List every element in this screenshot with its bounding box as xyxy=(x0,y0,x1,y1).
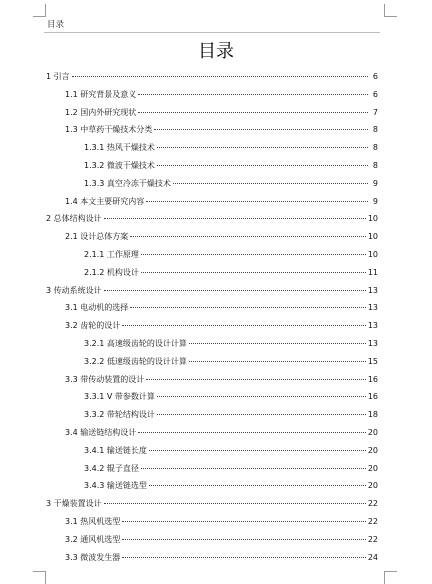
table-of-contents xyxy=(46,68,378,566)
toc-entry-title: 1.1 研究背景及意义 xyxy=(65,89,137,99)
toc-dot-leader xyxy=(189,343,366,344)
toc-page-number: 8 xyxy=(372,160,378,170)
toc-entry-title: 1.3.1 热风干燥技术 xyxy=(84,143,155,153)
toc-entry-title: 3.1 热风机选型 xyxy=(65,516,121,526)
page-corner-mark-top-right xyxy=(384,4,397,17)
toc-entry[interactable] xyxy=(46,246,378,264)
toc-page-number: 13 xyxy=(367,285,378,295)
toc-entry-title: 3 传动系统设计 xyxy=(46,285,102,295)
toc-entry-title: 3.4.1 输送链长度 xyxy=(84,445,147,455)
toc-page-number: 8 xyxy=(372,125,378,135)
toc-entry[interactable] xyxy=(46,299,378,317)
toc-entry-title: 2.1.1 工作原理 xyxy=(84,249,139,259)
toc-entry[interactable] xyxy=(46,549,378,567)
toc-entry[interactable] xyxy=(46,86,378,104)
toc-page-number: 9 xyxy=(372,196,378,206)
toc-page-number: 16 xyxy=(367,392,378,402)
toc-entry-title: 3.2 通风机选型 xyxy=(65,534,121,544)
toc-entry[interactable] xyxy=(46,264,378,282)
toc-page-number: 20 xyxy=(367,463,378,473)
toc-dot-leader xyxy=(141,254,366,255)
toc-entry[interactable] xyxy=(46,175,378,193)
page-corner-mark-top-left xyxy=(33,4,46,17)
toc-entry-title: 1.3.2 微波干燥技术 xyxy=(84,160,155,170)
toc-entry-title: 3.3.2 带轮结构设计 xyxy=(84,410,155,420)
toc-dot-leader xyxy=(146,201,368,202)
toc-page-number: 15 xyxy=(367,356,378,366)
toc-entry-title: 3.4.3 输送链选型 xyxy=(84,481,147,491)
toc-entry[interactable] xyxy=(46,228,378,246)
toc-entry[interactable] xyxy=(46,460,378,478)
toc-dot-leader xyxy=(122,557,366,558)
toc-entry[interactable] xyxy=(46,442,378,460)
toc-entry-title: 2.1 设计总体方案 xyxy=(65,232,129,242)
page-corner-mark-bottom-left xyxy=(33,571,46,584)
toc-dot-leader xyxy=(146,379,366,380)
toc-entry[interactable] xyxy=(46,104,378,122)
toc-dot-leader xyxy=(138,432,366,433)
header-rule xyxy=(44,32,380,33)
toc-page-number: 20 xyxy=(367,445,378,455)
toc-entry[interactable] xyxy=(46,495,378,513)
toc-dot-leader xyxy=(122,325,366,326)
toc-page-number: 9 xyxy=(372,178,378,188)
toc-entry-title: 3.2 齿轮的设计 xyxy=(65,321,121,331)
toc-page-number: 8 xyxy=(372,143,378,153)
toc-dot-leader xyxy=(138,94,368,95)
page-corner-mark-bottom-right xyxy=(384,571,397,584)
toc-dot-leader xyxy=(157,147,368,148)
toc-entry-title: 1 引言 xyxy=(46,72,70,81)
toc-entry-title: 1.3 中草药干燥技术分类 xyxy=(65,125,153,135)
toc-page-number: 22 xyxy=(367,516,378,526)
toc-dot-leader xyxy=(141,468,366,469)
toc-entry[interactable] xyxy=(46,68,378,86)
toc-page-number: 10 xyxy=(367,232,378,242)
toc-page-number: 24 xyxy=(367,552,378,562)
toc-entry-title: 1.2 国内外研究现状 xyxy=(65,107,137,117)
toc-entry[interactable] xyxy=(46,388,378,406)
toc-page-number: 10 xyxy=(367,214,378,224)
toc-entry-title: 1.4 本文主要研究内容 xyxy=(65,196,145,206)
toc-entry[interactable] xyxy=(46,121,378,139)
toc-dot-leader xyxy=(141,272,366,273)
toc-entry-title: 3.2.2 低速级齿轮的设计计算 xyxy=(84,356,187,366)
toc-entry[interactable] xyxy=(46,371,378,389)
toc-dot-leader xyxy=(157,165,368,166)
toc-dot-leader xyxy=(157,414,366,415)
toc-entry[interactable] xyxy=(46,513,378,531)
toc-entry[interactable] xyxy=(46,139,378,157)
toc-page-number: 6 xyxy=(372,89,378,99)
toc-entry[interactable] xyxy=(46,424,378,442)
toc-dot-leader xyxy=(130,307,366,308)
toc-entry-title: 3.4.2 辊子直径 xyxy=(84,463,139,473)
toc-entry[interactable] xyxy=(46,477,378,495)
toc-dot-leader xyxy=(104,290,366,291)
toc-page-number: 20 xyxy=(367,427,378,437)
toc-entry-title: 3 干燥装置设计 xyxy=(46,499,102,509)
toc-page-number: 13 xyxy=(367,303,378,313)
toc-entry-title: 3.2.1 高速级齿轮的设计计算 xyxy=(84,338,187,348)
toc-entry[interactable] xyxy=(46,317,378,335)
toc-entry[interactable] xyxy=(46,531,378,549)
toc-entry[interactable] xyxy=(46,210,378,228)
toc-page-number: 18 xyxy=(367,410,378,420)
toc-page-number: 13 xyxy=(367,338,378,348)
toc-dot-leader xyxy=(130,236,366,237)
toc-dot-leader xyxy=(154,129,368,130)
toc-dot-leader xyxy=(72,76,368,77)
toc-dot-leader xyxy=(173,183,368,184)
toc-entry[interactable] xyxy=(46,157,378,175)
toc-dot-leader xyxy=(149,485,366,486)
toc-entry-title: 3.4 输送链结构设计 xyxy=(65,427,137,437)
toc-entry[interactable] xyxy=(46,353,378,371)
toc-dot-leader xyxy=(149,450,366,451)
toc-page-number: 22 xyxy=(367,534,378,544)
toc-entry[interactable] xyxy=(46,335,378,353)
toc-entry-title: 3.3.1 V 带参数计算 xyxy=(84,392,155,402)
toc-page-number: 11 xyxy=(367,267,378,277)
toc-dot-leader xyxy=(104,218,366,219)
toc-dot-leader xyxy=(189,361,366,362)
toc-entry[interactable] xyxy=(46,282,378,300)
toc-dot-leader xyxy=(104,503,366,504)
toc-entry-title: 3.3 带传动装置的设计 xyxy=(65,374,145,384)
toc-entry-title: 3.3 微波发生器 xyxy=(65,552,121,562)
toc-entry[interactable] xyxy=(46,406,378,424)
toc-page-number: 10 xyxy=(367,249,378,259)
toc-page-number: 22 xyxy=(367,499,378,509)
page-title: 目录 xyxy=(198,41,234,62)
toc-dot-leader xyxy=(122,521,366,522)
toc-entry-title: 1.3.3 真空冷冻干燥技术 xyxy=(84,178,171,188)
running-header: 目录 xyxy=(47,20,65,30)
toc-entry[interactable] xyxy=(46,193,378,211)
toc-page-number: 6 xyxy=(372,72,378,81)
toc-page-number: 16 xyxy=(367,374,378,384)
toc-page-number: 7 xyxy=(372,107,378,117)
toc-entry-title: 2 总体结构设计 xyxy=(46,214,102,224)
toc-entry-title: 3.1 电动机的选择 xyxy=(65,303,129,313)
toc-page-number: 20 xyxy=(367,481,378,491)
toc-dot-leader xyxy=(157,396,366,397)
toc-dot-leader xyxy=(122,539,366,540)
toc-entry-title: 2.1.2 机构设计 xyxy=(84,267,139,277)
toc-page-number: 13 xyxy=(367,321,378,331)
toc-dot-leader xyxy=(138,112,368,113)
